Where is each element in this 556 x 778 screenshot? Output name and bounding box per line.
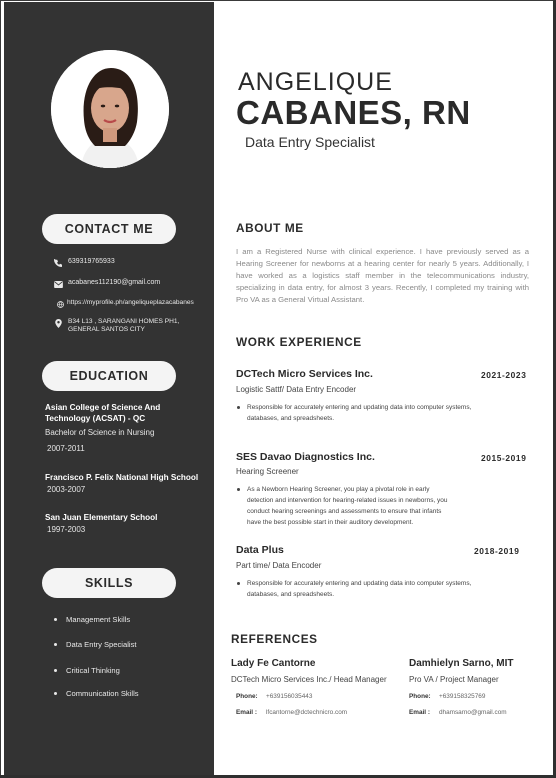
- reference-title: Pro VA / Project Manager: [409, 675, 499, 684]
- job-bullet: Responsible for accurately entering and updating data into computer systems, databases, and spreadsheets.: [236, 402, 472, 424]
- references-heading: REFERENCES: [231, 632, 318, 646]
- bullet-icon: [237, 406, 240, 409]
- contact-phone: 639319765933: [52, 258, 115, 268]
- reference-phone: Phone: +639158325769: [409, 693, 486, 700]
- job-years: 2015-2019: [481, 453, 527, 463]
- education-item: Asian College of Science And Technology (ACSAT) - QC Bachelor of Science in Nursing 2007-2011: [45, 403, 161, 453]
- job-role: Data Entry Specialist: [245, 134, 375, 150]
- phone-icon: [52, 258, 64, 268]
- reference-email: Email : dhamsarno@gmail.com: [409, 709, 507, 716]
- reference-email: Email : lfcantorne@dctechnicro.com: [236, 709, 348, 716]
- skill-item: Communication Skills: [54, 689, 139, 698]
- reference-phone: Phone: +639156035443: [236, 693, 313, 700]
- bullet-icon: [54, 643, 57, 646]
- skills-heading: SKILLS: [42, 568, 176, 598]
- bullet-icon: [237, 582, 240, 585]
- about-text: I am a Registered Nurse with clinical experience. I have previously served as a Hearing Screener for newborns at a hearing center for nearly 5 years. Additionally, I have worked as a logistics staff member in the telecommunications industry, specializing in data entry, for almost 3 years. Recently, I completed my training with Pro VA as a General Virtual Assistant.: [236, 247, 529, 305]
- reference-name: Lady Fe Cantorne: [231, 658, 316, 669]
- skill-item: Critical Thinking: [54, 666, 120, 675]
- education-item: San Juan Elementary School 1997-2003: [45, 513, 158, 534]
- skill-item: Data Entry Specialist: [54, 640, 136, 649]
- envelope-icon: [52, 279, 64, 289]
- avatar: [51, 50, 169, 168]
- reference-name: Damhielyn Sarno, MIT: [409, 658, 514, 669]
- work-heading: WORK EXPERIENCE: [236, 335, 362, 349]
- profile-photo: [51, 50, 169, 168]
- skill-item: Management Skills: [54, 615, 130, 624]
- job-title: Logistic Sattf/ Data Entry Encoder: [236, 385, 357, 394]
- contact-website: https://myprofile.ph/angeliqueplazacabanes: [56, 299, 194, 309]
- job-company: SES Davao Diagnostics Inc.: [236, 451, 375, 463]
- job-company: Data Plus: [236, 544, 284, 556]
- bullet-icon: [54, 669, 57, 672]
- contact-heading: CONTACT ME: [42, 214, 176, 244]
- contact-email: acabanes112190@gmail.com: [52, 279, 160, 289]
- job-years: 2021-2023: [481, 370, 527, 380]
- first-name: ANGELIQUE: [238, 68, 393, 96]
- globe-icon: [56, 299, 65, 309]
- bullet-icon: [54, 618, 57, 621]
- about-heading: ABOUT ME: [236, 221, 304, 235]
- bullet-icon: [237, 488, 240, 491]
- job-company: DCTech Micro Services Inc.: [236, 368, 373, 380]
- education-item: Francisco P. Felix National High School 2003-2007: [45, 473, 199, 494]
- job-title: Hearing Screener: [236, 467, 299, 476]
- contact-address: B34 L13 , SARANGANI HOMES PH1, GENERAL SANTOS CITY: [52, 318, 179, 334]
- location-pin-icon: [52, 318, 64, 328]
- bullet-icon: [54, 692, 57, 695]
- sidebar: [4, 2, 214, 775]
- education-heading: EDUCATION: [42, 361, 176, 391]
- last-name: CABANES, RN: [236, 94, 471, 131]
- job-years: 2018-2019: [474, 546, 520, 556]
- job-bullet: As a Newborn Hearing Screener, you play a pivotal role in early detection and intervention for hearing-related issues in newborns, you conduct hearing screenings and assessments to ensure that infants have the best possible start in their auditory development.: [236, 484, 456, 528]
- reference-title: DCTech Micro Services Inc./ Head Manager: [231, 675, 387, 684]
- job-title: Part time/ Data Encoder: [236, 561, 322, 570]
- job-bullet: Responsible for accurately entering and updating data into computer systems, databases, and spreadsheets.: [236, 578, 472, 600]
